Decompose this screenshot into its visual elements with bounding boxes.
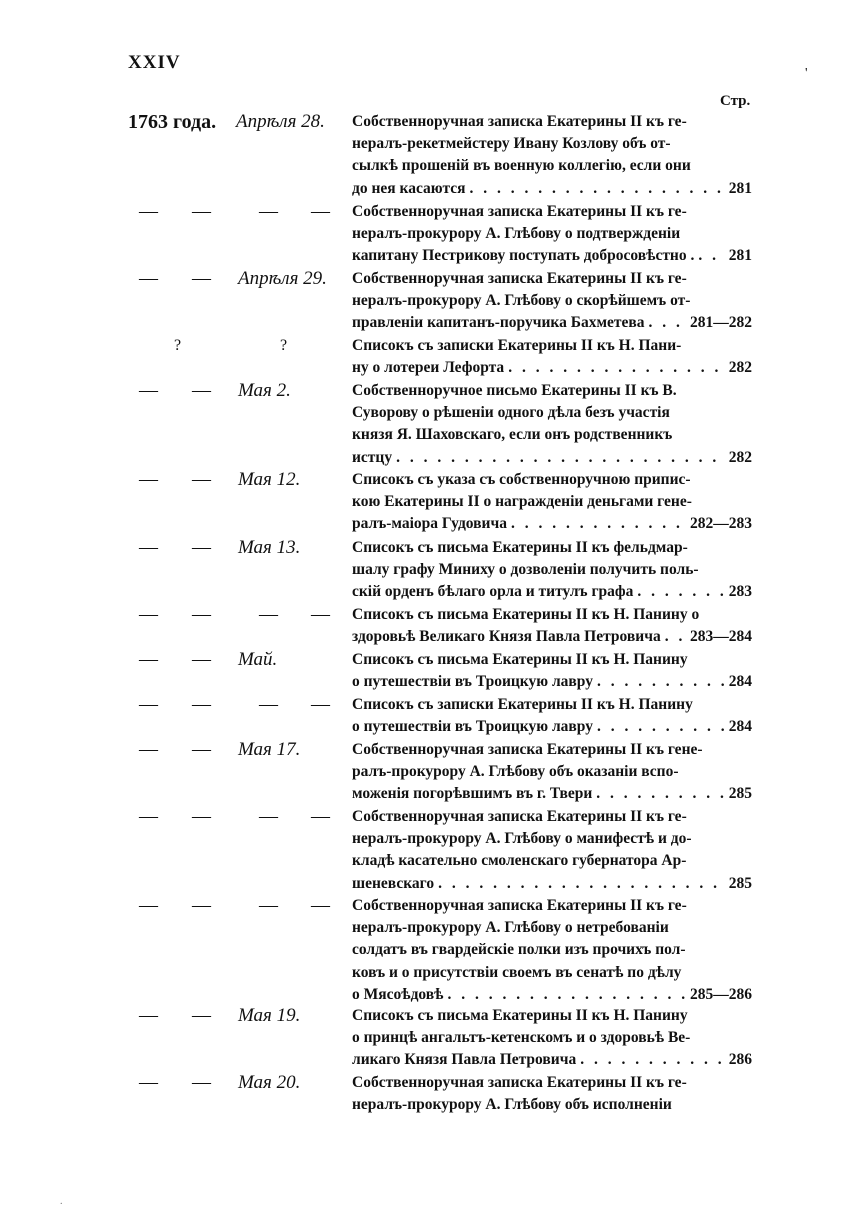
entry-text-line: ралъ-прокурору А. Глѣбову объ оказаніи вспо- [352,763,679,781]
dot-leader [596,783,724,805]
entry-text-line: ралъ-маіора Гудовича [352,515,507,533]
entry-text-line: капитану Пестрикову поступать добросовѣстно . [352,247,695,265]
ditto-dash: — [192,739,211,760]
ditto-dash: — [259,895,278,916]
ditto-dash: — [192,201,211,222]
year-label: 1763 года. [128,111,217,133]
entry-page-number: 283—284 [690,628,752,646]
ditto-dash: — [311,806,330,827]
entry-text-line: кою Екатерины II о награжденіи деньгами гене- [352,493,692,511]
entry-page-number: 282 [728,359,752,377]
ditto-dash: — [192,1072,211,1093]
entry-description [352,469,752,536]
entry-last-line [352,581,752,603]
dot-leader [698,245,724,267]
ditto-dash: — [259,604,278,625]
entry-page-number: 281 [728,179,752,197]
entry-text-line: о Мясоѣдовѣ [352,985,444,1003]
entry-date: Мая 20. [238,1072,301,1093]
entry-last-line [352,626,752,648]
ditto-dash: — [139,469,158,490]
entry-text-line: о путешествіи въ Троицкую лавру [352,673,593,691]
entry-text-line: о путешествіи въ Троицкую лавру [352,718,593,736]
dot-leader [649,312,686,334]
ditto-dash: — [139,739,158,760]
page-column-header: Стр. [720,93,751,109]
ditto-dash: — [139,895,158,916]
entry-last-line [352,357,752,379]
entry-text-line: Собственноручная записка Екатерины II къ гене- [352,741,703,758]
ditto-dash: — [192,649,211,670]
entry-description [352,201,752,268]
entry-page-number: 282 [728,448,752,466]
entry-text-line: Собственноручная записка Екатерины II къ ге- [352,270,687,287]
entry-last-line [352,447,752,469]
entry-text-line: ликаго Князя Павла Петровича [352,1051,577,1069]
entry-text-line: сылкѣ прошеній въ военную коллегію, если они [352,157,691,175]
ditto-dash: — [311,694,330,715]
entry-text-line: нералъ-прокурору А. Глѣбову о нетребованіи [352,919,669,937]
entry-text-line: солдатъ въ гвардейскіе полки изъ прочихъ пол- [352,941,686,959]
dot-leader [470,178,725,200]
dot-leader [580,1049,725,1071]
entry-text-line: правленіи капитанъ-поручика Бахметева [352,314,645,332]
entry-description [352,268,752,335]
entry-text-line: шалу графу Миниху о дозволеніи получить поль- [352,561,699,579]
entry-description [352,1005,752,1072]
ditto-dash: — [259,694,278,715]
entry-text-line: здоровьѣ Великаго Князя Павла Петровича [352,628,661,646]
entry-description [352,895,752,1006]
page-number: XXIV [128,52,181,73]
entry-description [352,694,752,738]
entry-text-line: Списокъ съ письма Екатерины II къ Н. Панину о [352,606,700,623]
entry-text-line: Суворову о рѣшеніи одного дѣла безъ участія [352,404,670,422]
entry-date: Апрѣля 29. [238,268,327,289]
ditto-dash: — [139,268,158,289]
entry-last-line [352,1049,752,1071]
entry-text-line: Собственноручная записка Екатерины II къ ге- [352,897,687,914]
entry-text-line: Собственноручное письмо Екатерины II къ В. [352,382,677,399]
entry-date: Май. [238,649,278,670]
entry-date: Мая 13. [238,537,301,558]
entry-page-number: 281—282 [690,314,752,332]
entry-text-line: ну о лотереи Лефорта [352,359,505,377]
entry-last-line [352,873,752,895]
entry-last-line [352,245,752,267]
ditto-dash: — [139,1072,158,1093]
entry-text-line: Списокъ съ записки Екатерины II къ Н. Панину [352,696,693,713]
ditto-dash: — [139,806,158,827]
entry-description [352,1072,752,1116]
entry-text-line: Списокъ съ письма Екатерины II къ Н. Панину [352,651,688,668]
ditto-dash: — [192,469,211,490]
entry-text-line: Списокъ съ письма Екатерины II къ фельдмар- [352,539,688,556]
dot-leader [396,447,725,469]
entry-text-line: нералъ-прокурору А. Глѣбову объ исполненіи [352,1096,672,1114]
ditto-dash: — [139,537,158,558]
entry-page-number: 284 [728,673,752,691]
entry-page-number: 283 [728,583,752,601]
entry-date: Мая 12. [238,469,301,490]
entry-description [352,739,752,806]
dot-leader [447,984,686,1006]
print-speck: ' [805,66,808,81]
ditto-dash: — [192,694,211,715]
ditto-dash: — [192,895,211,916]
dot-leader [665,626,686,648]
ditto-dash: — [192,268,211,289]
entry-text-line: скій орденъ бѣлаго орла и титулъ графа [352,583,634,601]
entry-description [352,806,752,895]
ditto-dash: — [139,694,158,715]
entry-last-line [352,312,752,334]
unknown-date-marker: ? [280,337,288,354]
entry-date: Мая 17. [238,739,301,760]
unknown-year-marker: ? [174,337,182,354]
entry-date: Мая 19. [238,1005,301,1026]
entry-last-line [352,783,752,805]
entry-page-number: 282—283 [690,515,752,533]
entry-text-line: кладѣ касательно смоленскаго губернатора Ар- [352,852,687,870]
entry-description [352,111,752,200]
entry-last-line [352,513,752,535]
ditto-dash: — [192,380,211,401]
ditto-dash: — [311,604,330,625]
entry-text-line: нералъ-прокурору А. Глѣбову о манифестѣ и до- [352,830,692,848]
entry-last-line [352,178,752,200]
entry-text-line: моженія погорѣвшимъ въ г. Твери [352,785,593,803]
ditto-dash: — [139,649,158,670]
entry-last-line [352,716,752,738]
entry-text-line: Собственноручная записка Екатерины II къ ге- [352,1074,687,1091]
ditto-dash: — [139,604,158,625]
entry-text-line: Собственноручная записка Екатерины II къ ге- [352,808,687,825]
dot-leader [511,513,686,535]
ditto-dash: — [139,201,158,222]
entry-description [352,537,752,604]
ditto-dash: — [192,806,211,827]
entry-text-line: Списокъ съ указа съ собственноручною припис- [352,471,691,488]
entry-text-line: до нея касаются [352,179,466,197]
dot-leader [597,716,725,738]
dot-leader [597,671,725,693]
entry-page-number: 284 [728,718,752,736]
entry-page-number: 286 [728,1051,752,1069]
dot-leader [637,581,724,603]
print-speck: . [60,1196,63,1207]
entry-text-line: о принцѣ ангальтъ-кетенскомъ и о здоровьѣ Ве- [352,1029,691,1047]
entry-text-line: Списокъ съ письма Екатерины II къ Н. Панину [352,1007,688,1024]
ditto-dash: — [192,1005,211,1026]
entry-description [352,335,752,379]
entry-page-number: 285—286 [690,985,752,1003]
entry-description [352,604,752,648]
entry-text-line: нералъ-прокурору А. Глѣбову о подтвержденіи [352,225,681,243]
entry-last-line [352,984,752,1006]
ditto-dash: — [311,895,330,916]
entry-text-line: Списокъ съ записки Екатерины II къ Н. Пани- [352,337,682,354]
ditto-dash: — [259,201,278,222]
entry-text-line: нералъ-рекетмейстеру Ивану Козлову объ от- [352,135,671,153]
entry-page-number: 281 [728,247,752,265]
entry-text-line: Собственноручная записка Екатерины II къ ге- [352,113,687,130]
dot-leader [508,357,725,379]
ditto-dash: — [139,380,158,401]
entry-text-line: князя Я. Шаховскаго, если онъ родственникъ [352,426,673,444]
entry-text-line: ковъ и о присутствіи своемъ въ сенатѣ по дѣлу [352,963,682,981]
entry-last-line [352,671,752,693]
entry-description [352,380,752,469]
ditto-dash: — [311,201,330,222]
ditto-dash: — [192,537,211,558]
entry-text-line: истцу [352,448,393,466]
entry-text-line: шеневскаго [352,874,435,892]
ditto-dash: — [139,1005,158,1026]
entry-text-line: Собственноручная записка Екатерины II къ ге- [352,203,687,220]
entry-date: Апрѣля 28. [236,111,325,132]
ditto-dash: — [192,604,211,625]
entry-text-line: нералъ-прокурору А. Глѣбову о скорѣйшемъ от- [352,292,691,310]
entry-date: Мая 2. [238,380,291,401]
entry-description [352,649,752,693]
entry-page-number: 285 [728,785,752,803]
entry-page-number: 285 [728,874,752,892]
dot-leader [438,873,725,895]
ditto-dash: — [259,806,278,827]
